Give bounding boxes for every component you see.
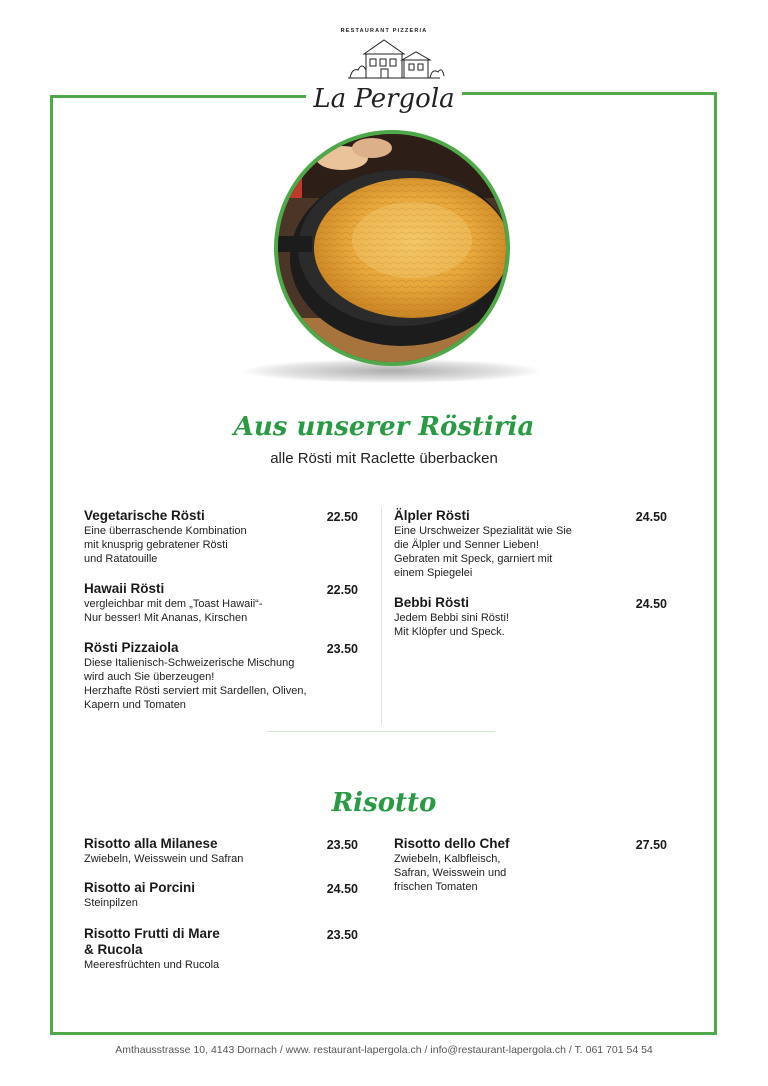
menu-item bbox=[84, 508, 358, 566]
menu-item-description: Eine überraschende Kombination mit knusprig gebratener Rösti und Ratatouille bbox=[84, 525, 247, 565]
logo-small-text: RESTAURANT PIZZERIA bbox=[340, 28, 428, 34]
menu-item bbox=[394, 836, 667, 894]
menu-item-name: Älpler Rösti bbox=[394, 508, 470, 523]
menu-item-price: 24.50 bbox=[635, 510, 667, 524]
menu-item-price: 23.50 bbox=[326, 928, 358, 942]
menu-item-price: 24.50 bbox=[326, 882, 358, 896]
menu-item-price: 23.50 bbox=[326, 642, 358, 656]
menu-item bbox=[394, 508, 667, 580]
section-divider bbox=[267, 731, 495, 732]
column-divider bbox=[381, 507, 382, 725]
menu-item-name: Hawaii Rösti bbox=[84, 581, 165, 596]
menu-item-description: Steinpilzen bbox=[84, 897, 138, 909]
risotto-section-title: Risotto bbox=[331, 788, 437, 818]
roesti-section-subtitle: alle Rösti mit Raclette überbacken bbox=[270, 450, 498, 467]
menu-item bbox=[84, 640, 358, 712]
menu-item-description: Zwiebeln, Kalbfleisch, Safran, Weisswein und frischen Tomaten bbox=[394, 853, 507, 893]
roesti-section-title: Aus unserer Röstiria bbox=[233, 412, 535, 442]
menu-item-description: Jedem Bebbi sini Rösti! Mit Klöpfer und Speck. bbox=[394, 612, 509, 638]
menu-item bbox=[394, 595, 667, 639]
menu-item-description: vergleichbar mit dem „Toast Hawaii“- Nur besser! Mit Ananas, Kirschen bbox=[84, 598, 263, 624]
restaurant-logo bbox=[306, 22, 462, 114]
menu-item-description: Meeresfrüchten und Rucola bbox=[84, 959, 220, 971]
menu-item-price: 23.50 bbox=[326, 838, 358, 852]
footer-contact: Amthausstrasse 10, 4143 Dornach / www. restaurant-lapergola.ch / info@restaurant-lapergola.ch / T. 061 701 54 54 bbox=[115, 1044, 653, 1056]
menu-item bbox=[84, 926, 358, 972]
frame-bottom bbox=[50, 1032, 717, 1035]
frame-left bbox=[50, 95, 53, 1035]
roesti-pan-photo bbox=[272, 128, 512, 368]
menu-item bbox=[84, 581, 358, 625]
menu-item-name: Vegetarische Rösti bbox=[84, 508, 205, 523]
menu-item-name: Risotto alla Milanese bbox=[84, 836, 218, 851]
menu-item bbox=[84, 836, 358, 866]
frame-right bbox=[714, 92, 717, 1035]
frame-top-left bbox=[51, 95, 307, 98]
menu-item-price: 22.50 bbox=[326, 583, 358, 597]
menu-item-description: Zwiebeln, Weisswein und Safran bbox=[84, 853, 244, 865]
house-icon bbox=[306, 32, 462, 88]
menu-item-description: Eine Urschweizer Spezialität wie Sie die Älpler und Senner Lieben! Gebraten mit Speck, garniert mit einem Spiegelei bbox=[394, 525, 572, 579]
menu-item-price: 22.50 bbox=[326, 510, 358, 524]
menu-item-price: 27.50 bbox=[635, 838, 667, 852]
menu-item-price: 24.50 bbox=[635, 597, 667, 611]
menu-item-name: Risotto dello Chef bbox=[394, 836, 510, 851]
menu-item-name: Rösti Pizzaiola bbox=[84, 640, 179, 655]
frame-top-right bbox=[461, 92, 717, 95]
menu-item bbox=[84, 880, 358, 910]
menu-item-name: Risotto ai Porcini bbox=[84, 880, 196, 895]
menu-item-name: Bebbi Rösti bbox=[394, 595, 470, 610]
menu-item-name: Risotto Frutti di Mare & Rucola bbox=[84, 926, 220, 957]
logo-name: La Pergola bbox=[313, 84, 455, 114]
menu-item-description: Diese Italienisch-Schweizerische Mischung wird auch Sie überzeugen! Herzhafte Rösti serviert mit Sardellen, Oliven, Kapern und Tomaten bbox=[84, 657, 307, 711]
